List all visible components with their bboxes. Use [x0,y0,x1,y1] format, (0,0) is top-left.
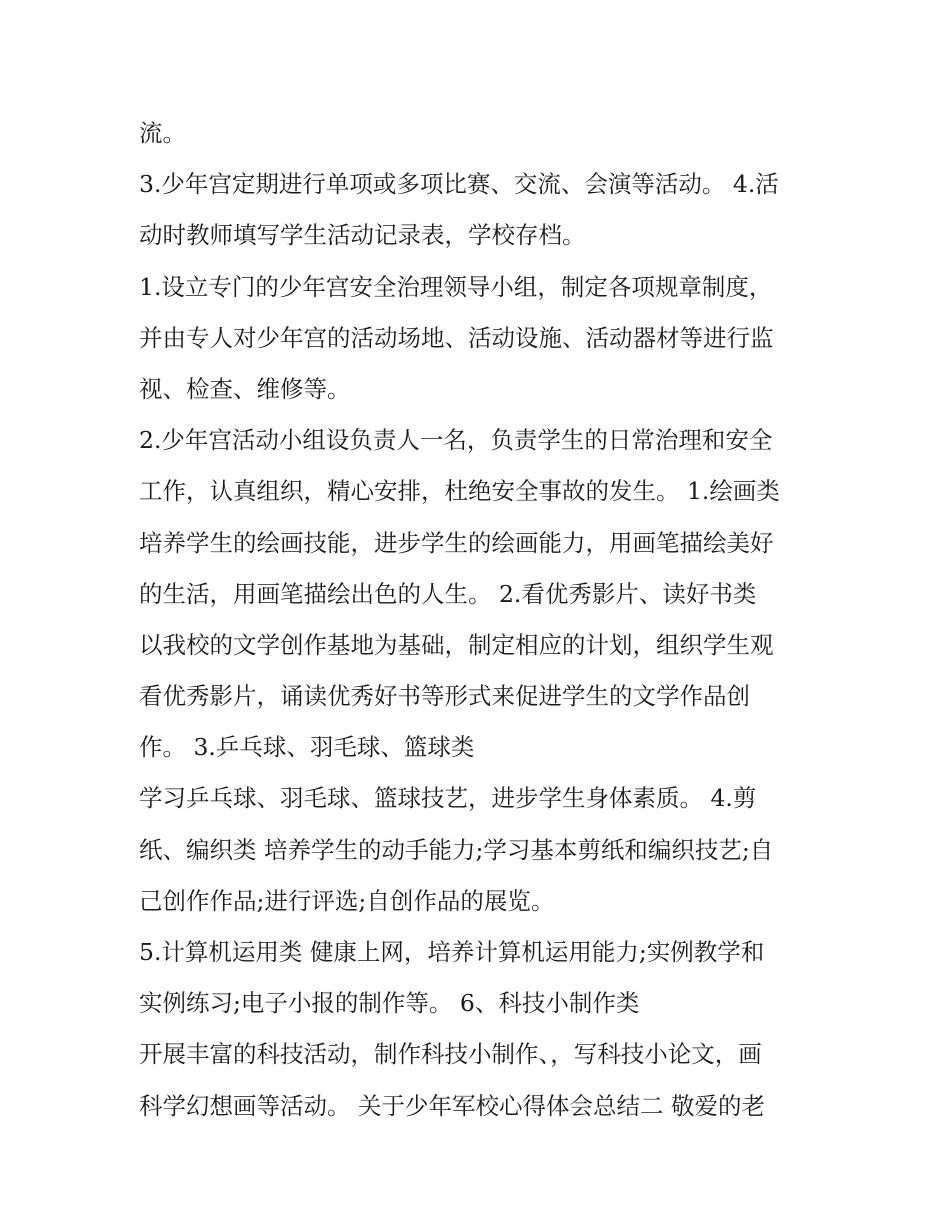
text-line: 5.计算机运用类 健康上网，培养计算机运用能力;实例教学和 [139,938,765,966]
text-line: 己创作作品;进行评选;自创作品的展览。 [139,886,555,915]
body-text [139,108,829,1132]
text-line: 作。 3.乒乓球、羽毛球、篮球类 [139,733,475,762]
text-line: 3.少年宫定期进行单项或多项比赛、交流、会演等活动。 4.活 [139,170,779,199]
text-line: 动时教师填写学生活动记录表，学校存档。 [139,221,586,250]
text-line: 视、检查、维修等。 [139,374,351,403]
text-line: 以我校的文学创作基地为基础，制定相应的计划，组织学生观 [139,630,774,659]
text-line: 的生活，用画笔描绘出色的人生。 2.看优秀影片、读好书类 [139,579,757,608]
text-line: 纸、编织类 培养学生的动手能力;学习基本剪纸和编织技艺;自 [139,835,774,864]
text-line: 学习乒乓球、羽毛球、篮球技艺，进步学生身体素质。 4.剪 [139,784,757,813]
text-line: 2.少年宫活动小组设负责人一名，负责学生的日常治理和安全 [139,426,773,455]
text-line: 实例练习;电子小报的制作等。 6、科技小制作类 [139,989,640,1018]
text-line: 开展丰富的科技活动，制作科技小制作、，写科技小论文，画 [139,1040,762,1069]
text-line: 看优秀影片，诵读优秀好书等形式来促进学生的文学作品创 [139,682,750,711]
text-line: 1.设立专门的少年宫安全治理领导小组，制定各项规章制度， [139,272,773,301]
text-line: 科学幻想画等活动。 关于少年军校心得体会总结二 敬爱的老 [139,1091,765,1120]
text-line: 流。 [139,119,186,147]
text-line: 工作，认真组织，精心安排，杜绝安全事故的发生。 1.绘画类 [139,477,780,506]
text-line: 培养学生的绘画技能，进步学生的绘画能力，用画笔描绘美好 [139,528,774,557]
text-line: 并由专人对少年宫的活动场地、活动设施、活动器材等进行监 [139,323,774,352]
